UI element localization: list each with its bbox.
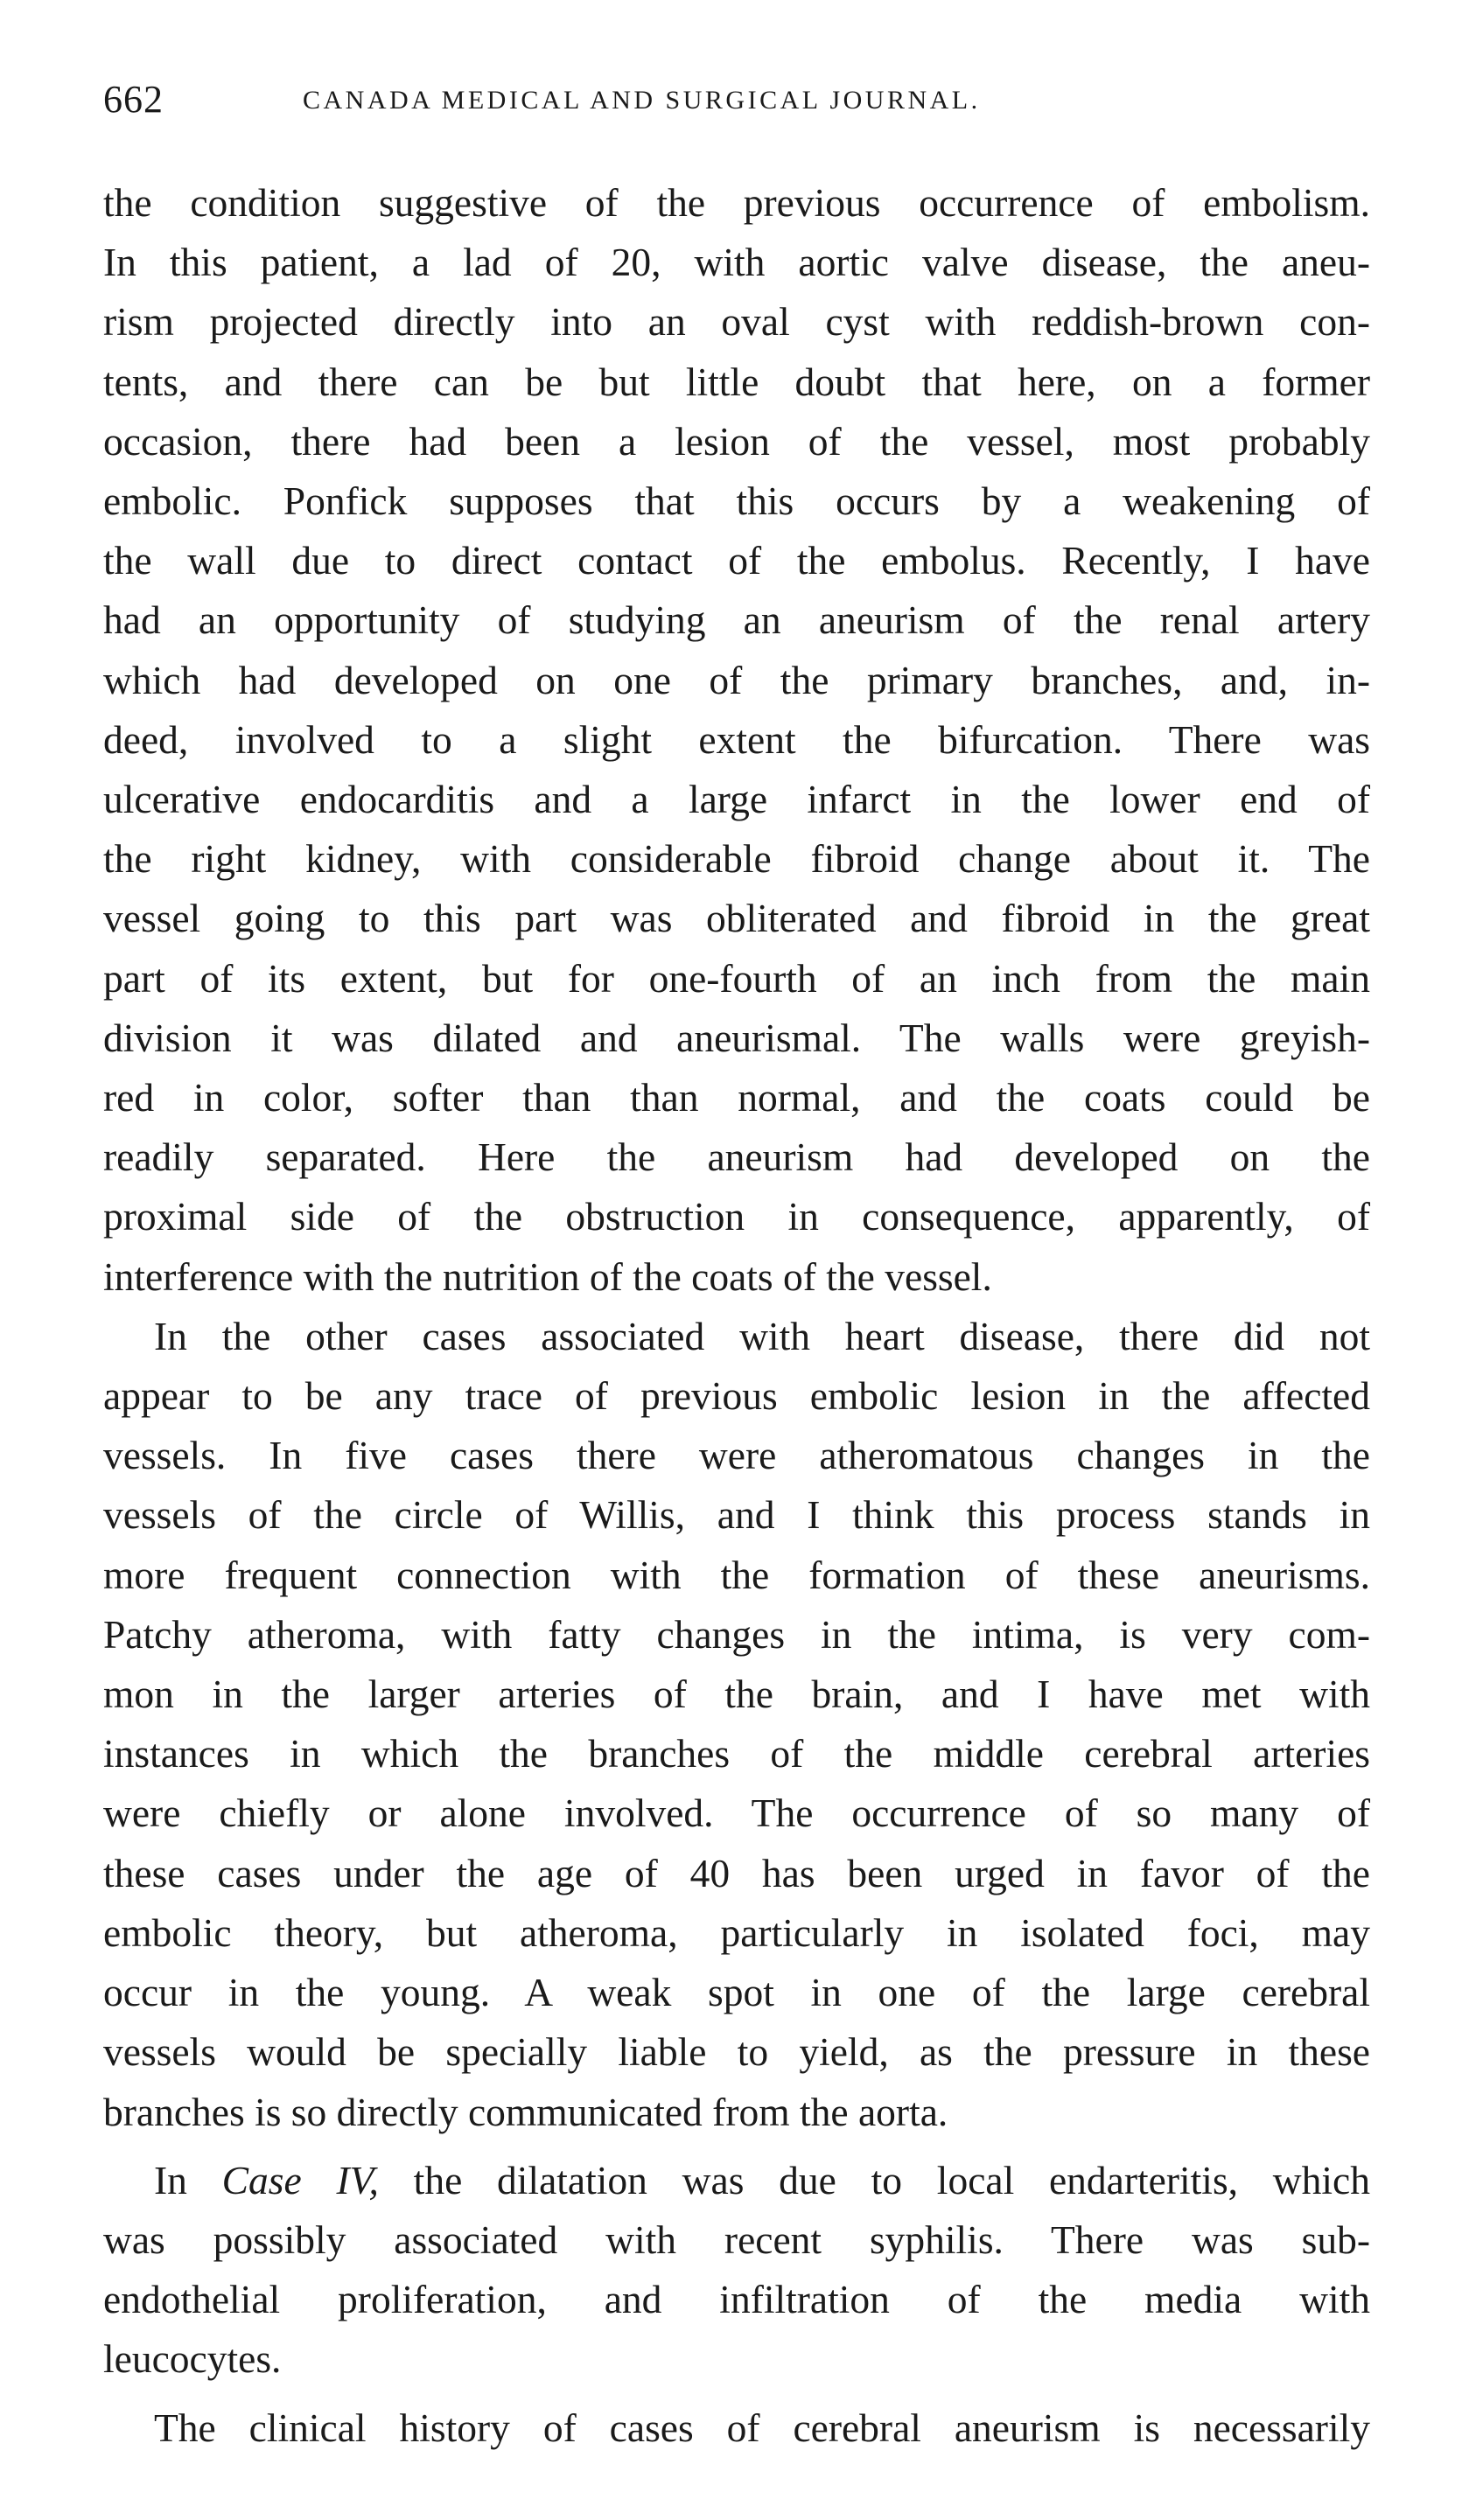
text-line: [103, 2151, 1370, 2210]
text-line: readily separated. Here the aneurism had developed on the: [103, 1134, 1370, 1180]
text-line: were chiefly or alone involved. The occurrence of so many of: [103, 1791, 1370, 1836]
text-line: tents, and there can be but little doubt that here, on a former: [103, 359, 1370, 404]
paragraph-continued: [103, 173, 1370, 1307]
text-line: interference with the nutrition of the coats of the vessel.: [103, 1253, 992, 1299]
text-line: part of its extent, but for one-fourth of an inch from the main: [103, 955, 1370, 1001]
text-line: In this patient, a lad of 20, with aortic valve disease, the aneu-: [103, 240, 1370, 285]
text-line: endothelial proliferation, and infiltration of the media with: [103, 2277, 1370, 2322]
text-line: which had developed on one of the primary branches, and, in-: [103, 657, 1370, 702]
paragraph-gap: [103, 2390, 1370, 2398]
paragraph: [103, 2398, 1370, 2458]
line-rest: the dilatation was due to local endarteritis, which: [378, 2157, 1370, 2202]
paragraph: [103, 1307, 1370, 2142]
text-line: proximal side of the obstruction in consequence, apparently, of: [103, 1194, 1370, 1239]
text-line: the condition suggestive of the previous occurrence of embolism.: [103, 180, 1370, 225]
running-head: [103, 77, 1389, 129]
text-line: was possibly associated with recent syphilis. There was sub-: [103, 2216, 1370, 2262]
text-line: vessels would be specially liable to yield, as the pressure in these: [103, 2029, 1370, 2075]
text-line: red in color, softer than than normal, and the coats could be: [103, 1075, 1370, 1120]
case-label: Case IV,: [221, 2157, 379, 2202]
text-line: In the other cases associated with heart disease, there did not: [154, 1313, 1370, 1358]
text-line: vessels of the circle of Willis, and I think this process stands in: [103, 1492, 1370, 1538]
text-line: Patchy atheroma, with fatty changes in the intima, is very com-: [103, 1611, 1370, 1657]
text-line: ulcerative endocarditis and a large infarct in the lower end of: [103, 777, 1370, 822]
journal-title: CANADA MEDICAL AND SURGICAL JOURNAL.: [303, 86, 981, 115]
text-line: embolic. Ponfick supposes that this occurs by a weakening of: [103, 478, 1370, 524]
text-line: instances in which the branches of the middle cerebral arteries: [103, 1731, 1370, 1777]
text-line: the wall due to direct contact of the embolus. Recently, I have: [103, 538, 1370, 583]
text-line: branches is so directly communicated from the aorta.: [103, 2089, 948, 2134]
text-line: occasion, there had been a lesion of the vessel, most probably: [103, 418, 1370, 464]
text-line: more frequent connection with the formation of these aneurisms.: [103, 1552, 1370, 1597]
text-line: embolic theory, but atheroma, particularly in isolated foci, may: [103, 1909, 1370, 1955]
page-number: 662: [103, 78, 164, 121]
text-line: leucocytes.: [103, 2336, 282, 2382]
text-line: vessel going to this part was obliterated and fibroid in the great: [103, 896, 1370, 941]
text-line: deed, involved to a slight extent the bifurcation. There was: [103, 716, 1370, 762]
text-line: appear to be any trace of previous embolic lesion in the affected: [103, 1373, 1370, 1419]
text-line: The clinical history of cases of cerebral aneurism is necessarily: [154, 2405, 1370, 2450]
text-line: these cases under the age of 40 has been urged in favor of the: [103, 1850, 1370, 1895]
text-line: occur in the young. A weak spot in one of the large cerebral: [103, 1970, 1370, 2015]
text-line: mon in the larger arteries of the brain, and I have met with: [103, 1672, 1370, 1717]
paragraph-gap: [103, 2142, 1370, 2151]
text-line: rism projected directly into an oval cyst with reddish-brown con-: [103, 299, 1370, 345]
text-line: the right kidney, with considerable fibroid change about it. The: [103, 836, 1370, 882]
line-prefix: In: [154, 2157, 222, 2202]
text-line: division it was dilated and aneurismal. The walls were greyish-: [103, 1015, 1370, 1060]
paragraph-case-iv: [103, 2151, 1370, 2390]
article-body: [103, 173, 1370, 2458]
text-line: vessels. In five cases there were atheromatous changes in the: [103, 1433, 1370, 1478]
text-line: had an opportunity of studying an aneurism of the renal artery: [103, 597, 1370, 643]
